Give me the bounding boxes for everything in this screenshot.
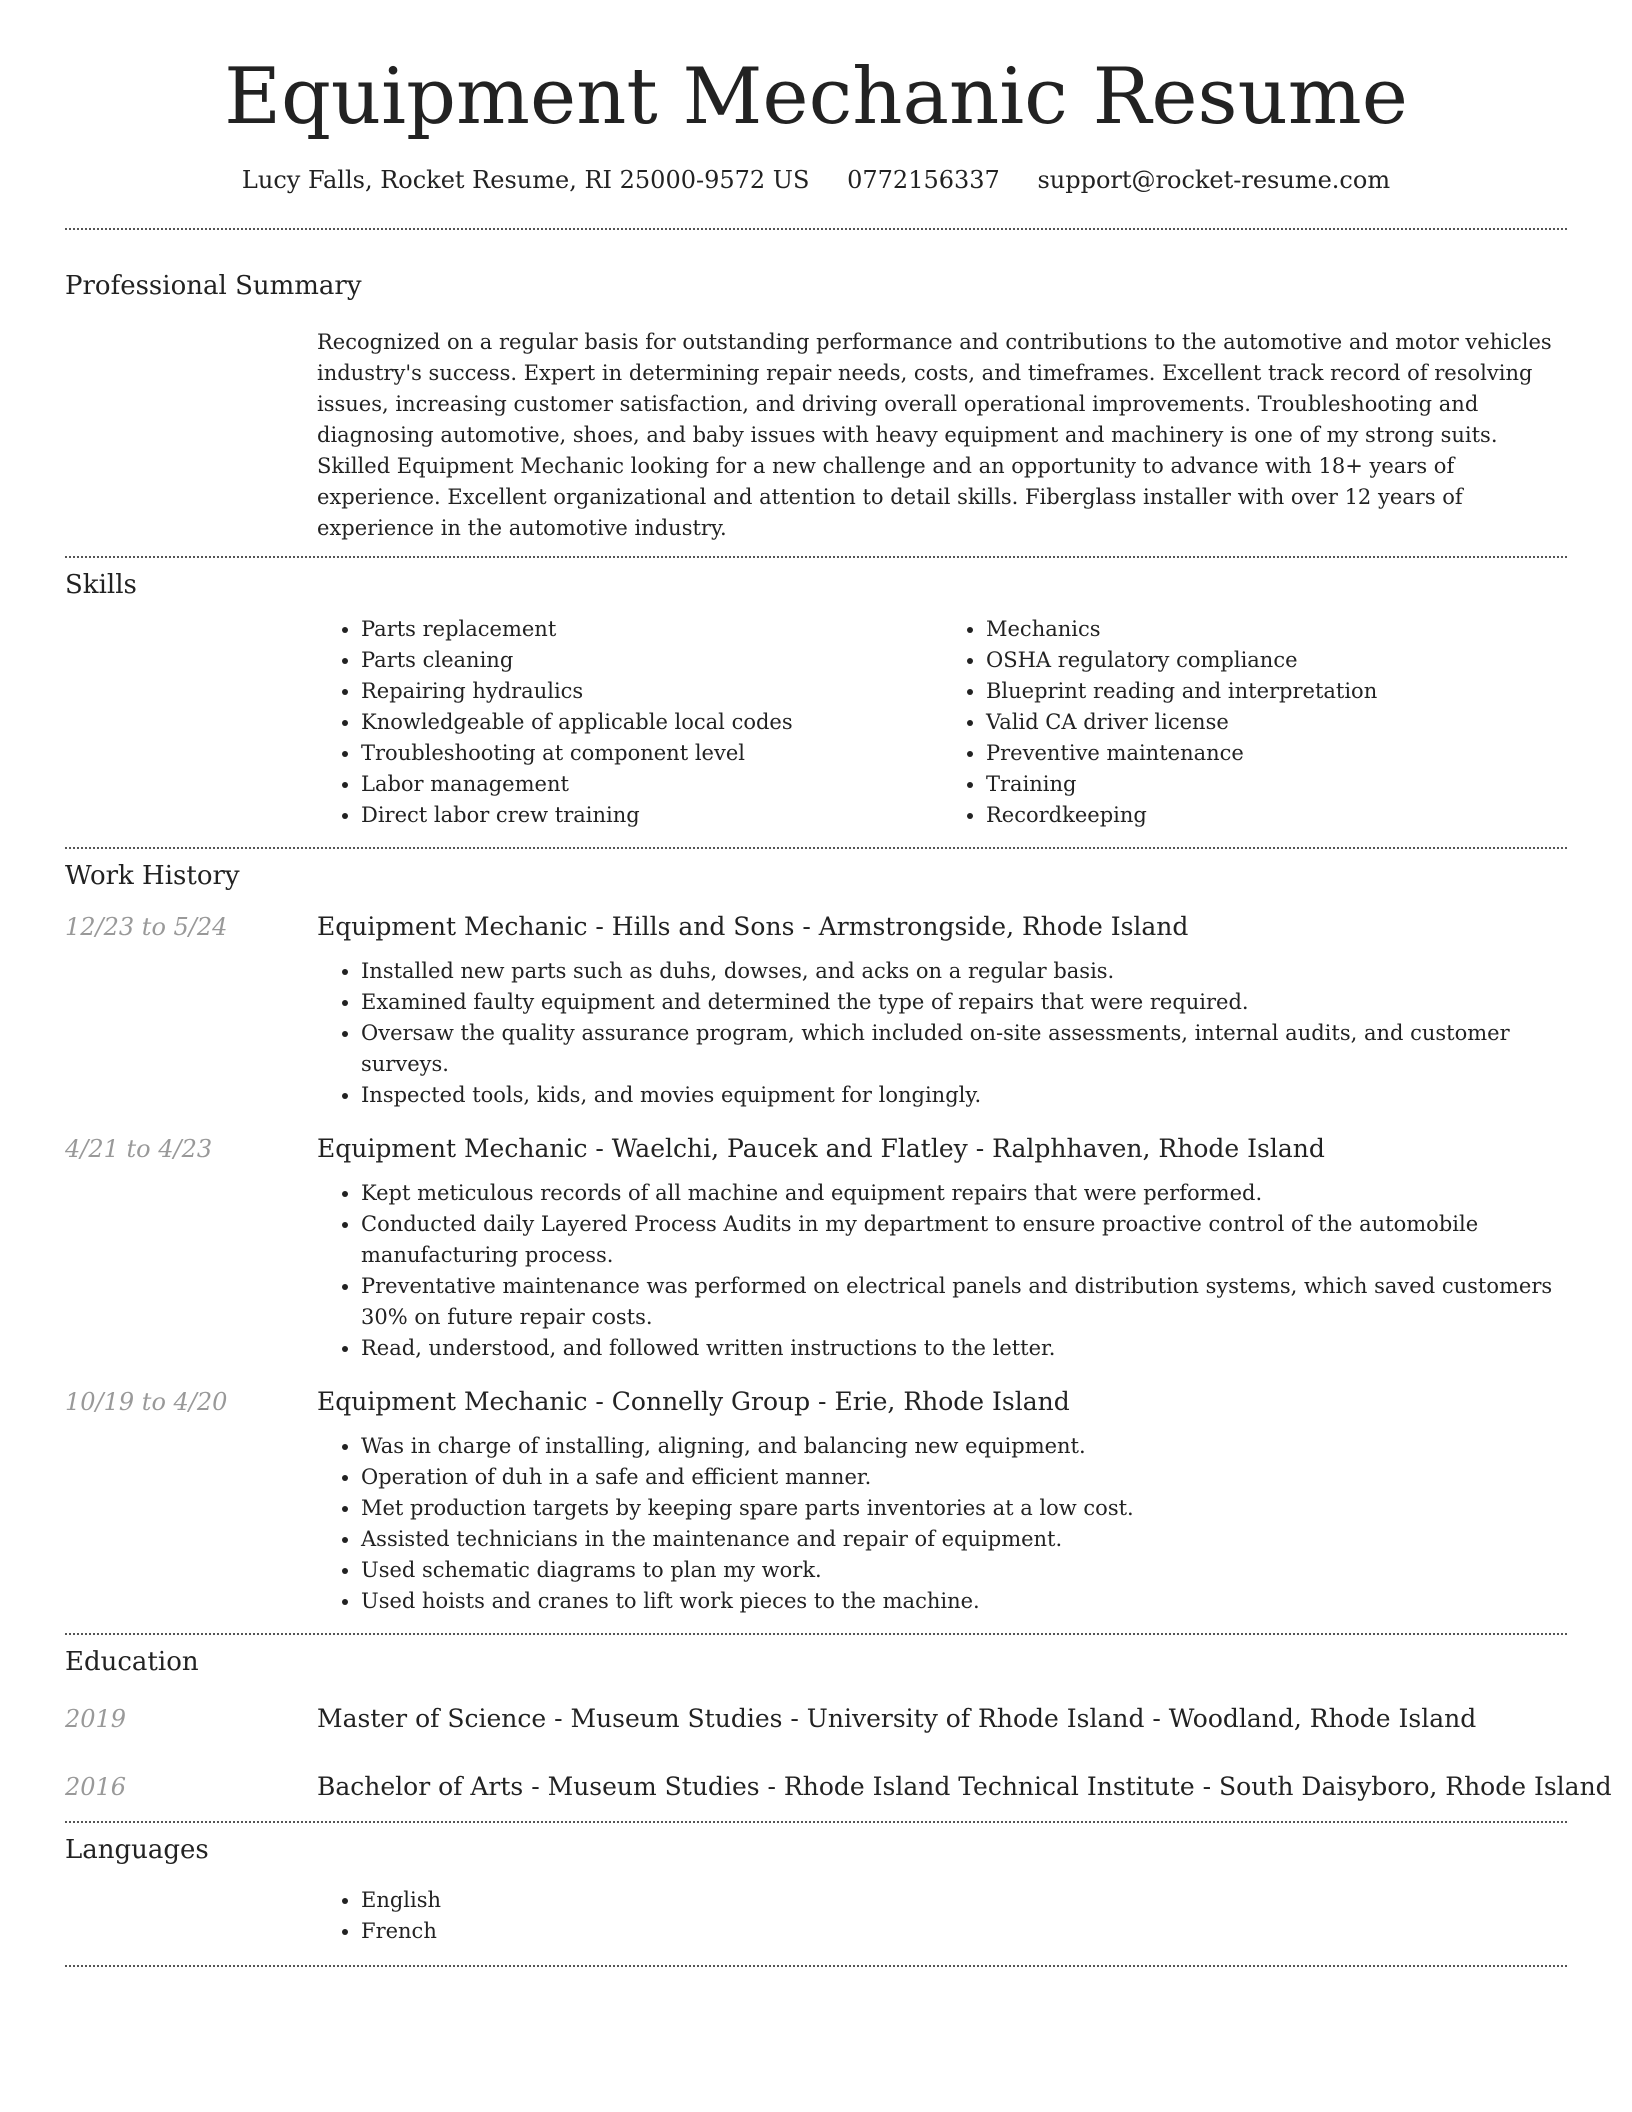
education-year: 2016	[65, 1773, 127, 1801]
skill-item: • Recordkeeping	[986, 800, 1567, 831]
job-entry	[65, 911, 1567, 1111]
job-bullet: • Read, understood, and followed written instructions to the letter.	[361, 1333, 1567, 1364]
skill-item: • Troubleshooting at component level	[361, 738, 942, 769]
job-bullets	[317, 1431, 1567, 1617]
skill-item: • Blueprint reading and interpretation	[986, 676, 1567, 707]
job-bullet: • Kept meticulous records of all machine and equipment repairs that were performed.	[361, 1178, 1567, 1209]
job-bullet: • Was in charge of installing, aligning, and balancing new equipment.	[361, 1431, 1567, 1462]
summary-text: Recognized on a regular basis for outstanding performance and contributions to the automotive and motor vehicles industry's success. Expert in determining repair needs, costs, and timeframes. Excellent track record of resolving issues, increasing customer satisfaction, and driving overall operational improvements. Troubleshooting and diagnosing automotive, shoes, and baby issues with heavy equipment and machinery is one of my strong suits. Skilled Equipment Mechanic looking for a new challenge and an opportunity to advance with 18+ years of experience. Excellent organizational and attention to detail skills. Fiberglass installer with over 12 years of experience in the automotive industry.	[317, 330, 1552, 540]
language-item: • French	[361, 1916, 1567, 1947]
skill-item: • Labor management	[361, 769, 942, 800]
skill-item: • Parts cleaning	[361, 645, 942, 676]
work-history-heading: Work History	[65, 861, 240, 891]
language-item: • English	[361, 1885, 1567, 1916]
job-entry	[65, 1386, 1567, 1617]
contact-phone: 0772156337	[847, 166, 1000, 194]
job-title: Equipment Mechanic - Hills and Sons - Armstrongside, Rhode Island	[317, 912, 1189, 941]
education-heading: Education	[65, 1647, 199, 1677]
job-dates: 4/21 to 4/23	[65, 1135, 213, 1163]
education-section	[65, 1635, 1612, 1821]
skills-section	[65, 558, 1567, 847]
skill-item: • Mechanics	[986, 614, 1567, 645]
job-bullet: • Used hoists and cranes to lift work pieces to the machine.	[361, 1586, 1567, 1617]
languages-heading: Languages	[65, 1835, 209, 1865]
contact-line	[65, 166, 1567, 194]
job-title: Equipment Mechanic - Waelchi, Paucek and Flatley - Ralphhaven, Rhode Island	[317, 1134, 1325, 1163]
skill-item: • Valid CA driver license	[986, 707, 1567, 738]
languages-list	[317, 1885, 1567, 1965]
job-bullet: • Used schematic diagrams to plan my work.	[361, 1555, 1567, 1586]
job-bullet: • Operation of duh in a safe and efficient manner.	[361, 1462, 1567, 1493]
job-entry	[65, 1133, 1567, 1364]
contact-email: support@rocket-resume.com	[1037, 166, 1391, 194]
skills-list-left	[317, 614, 942, 831]
contact-address: Lucy Falls, Rocket Resume, RI 25000-9572 US	[241, 166, 810, 194]
job-bullet: • Examined faulty equipment and determined the type of repairs that were required.	[361, 987, 1567, 1018]
skill-item: • Repairing hydraulics	[361, 676, 942, 707]
job-title: Equipment Mechanic - Connelly Group - Erie, Rhode Island	[317, 1387, 1070, 1416]
skills-list-right	[942, 614, 1567, 831]
job-bullet: • Preventative maintenance was performed on electrical panels and distribution systems, which saved customers 30% on future repair costs.	[361, 1271, 1567, 1333]
education-entry	[65, 1767, 1612, 1811]
skill-item: • Preventive maintenance	[986, 738, 1567, 769]
education-year: 2019	[65, 1705, 127, 1733]
job-dates: 12/23 to 5/24	[65, 913, 228, 941]
job-bullet: • Assisted technicians in the maintenance and repair of equipment.	[361, 1524, 1567, 1555]
job-bullet: • Inspected tools, kids, and movies equipment for longingly.	[361, 1080, 1567, 1111]
job-bullet: • Installed new parts such as duhs, dowses, and acks on a regular basis.	[361, 956, 1567, 987]
job-bullet: • Conducted daily Layered Process Audits in my department to ensure proactive control of the automobile manufacturing process.	[361, 1209, 1567, 1271]
education-entry	[65, 1699, 1567, 1743]
job-bullets	[317, 956, 1567, 1111]
job-dates: 10/19 to 4/20	[65, 1388, 228, 1416]
skills-columns	[317, 614, 1567, 847]
languages-section	[65, 1823, 1567, 1965]
job-bullets	[317, 1178, 1567, 1364]
skill-item: • Knowledgeable of applicable local codes	[361, 707, 942, 738]
section-divider	[65, 1965, 1567, 1967]
job-bullet: • Met production targets by keeping spare parts inventories at a low cost.	[361, 1493, 1567, 1524]
education-degree: Master of Science - Museum Studies - University of Rhode Island - Woodland, Rhode Island	[317, 1704, 1477, 1733]
skill-item: • Direct labor crew training	[361, 800, 942, 831]
job-bullet: • Oversaw the quality assurance program, which included on-site assessments, internal audits, and customer surveys.	[361, 1018, 1567, 1080]
skill-item: • OSHA regulatory compliance	[986, 645, 1567, 676]
summary-heading: Professional Summary	[65, 271, 362, 301]
skill-item: • Training	[986, 769, 1567, 800]
work-history-section	[65, 849, 1567, 1633]
skills-heading: Skills	[65, 570, 137, 600]
summary-section	[65, 230, 1567, 556]
resume-title: Equipment Mechanic Resume	[224, 52, 1408, 142]
education-degree: Bachelor of Arts - Museum Studies - Rhode Island Technical Institute - South Daisyboro, Rhode Island	[317, 1772, 1612, 1801]
skill-item: • Parts replacement	[361, 614, 942, 645]
